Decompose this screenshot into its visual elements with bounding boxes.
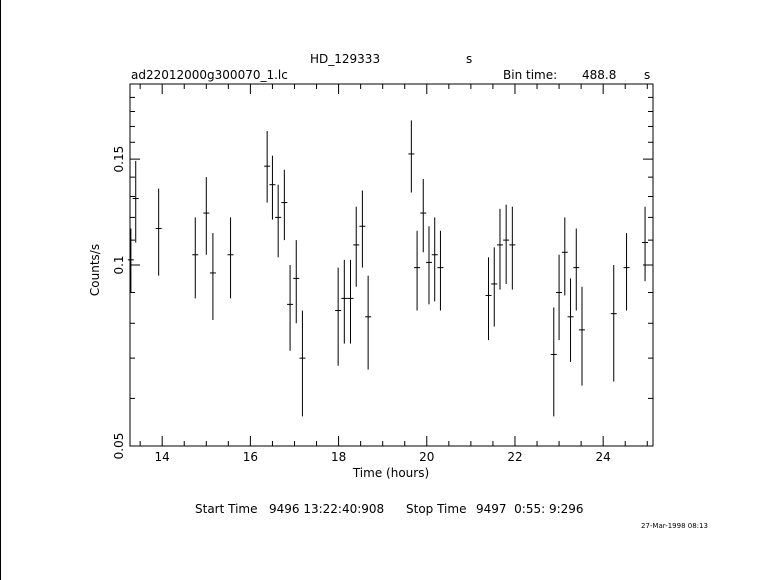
data-point <box>503 205 509 284</box>
data-point <box>203 177 209 255</box>
x-tick-label: 16 <box>242 450 259 464</box>
bin-time-value: 488.8 <box>582 68 617 82</box>
data-point <box>611 265 617 382</box>
plot-date-stamp: 27-Mar-1998 08:13 <box>641 522 708 530</box>
data-point <box>133 161 139 243</box>
data-point <box>359 191 365 268</box>
data-point <box>365 276 371 370</box>
data-point <box>347 260 353 344</box>
stop-time-value: 9497 0:55: 9:296 <box>476 502 584 516</box>
x-tick-label: 18 <box>330 450 347 464</box>
start-time-label: Start Time <box>195 502 258 516</box>
x-tick-label: 20 <box>419 450 435 464</box>
data-point <box>551 307 557 416</box>
data-point <box>293 240 299 323</box>
data-point <box>156 189 162 276</box>
data-point <box>573 229 579 311</box>
data-point <box>281 170 287 240</box>
object-name: HD_129333 <box>310 52 381 66</box>
lightcurve-filename: ad22012000g300070_1.lc <box>131 68 288 82</box>
data-point <box>432 217 438 301</box>
data-point <box>562 217 568 295</box>
axis-tick-labels <box>112 146 611 464</box>
y-tick-label: 0.05 <box>112 432 126 460</box>
data-point <box>210 233 216 320</box>
data-point <box>269 156 275 220</box>
data-point <box>408 120 414 192</box>
data-point <box>275 185 281 258</box>
x-tick-label: 22 <box>507 450 523 464</box>
data-points <box>128 120 648 416</box>
data-point <box>579 287 585 386</box>
data-point <box>353 207 359 287</box>
data-point <box>426 226 432 304</box>
bin-time-label: Bin time: <box>503 68 558 82</box>
bin-time-unit: s <box>644 68 651 82</box>
y-axis-label: Counts/s <box>88 243 102 297</box>
data-point <box>299 311 305 417</box>
stop-time-label: Stop Time <box>406 502 467 516</box>
data-point <box>568 278 574 362</box>
start-time-value: 9496 13:22:40:908 <box>269 502 385 516</box>
data-point <box>509 207 515 290</box>
data-point <box>192 217 198 298</box>
axis-ticks <box>130 84 653 446</box>
x-tick-label: 24 <box>595 450 611 464</box>
data-point <box>264 131 270 202</box>
data-point <box>437 231 443 311</box>
y-tick-label: 0.15 <box>112 145 126 173</box>
data-point <box>128 229 134 293</box>
data-point <box>335 268 341 366</box>
y-tick-label: 0.1 <box>112 255 126 275</box>
plot-frame <box>130 84 653 446</box>
data-point <box>486 257 492 340</box>
object-unit-label: s <box>466 52 473 66</box>
data-point <box>341 260 347 344</box>
data-point <box>491 247 497 326</box>
data-point <box>624 233 630 310</box>
data-point <box>420 179 426 252</box>
x-tick-label: 14 <box>154 450 170 464</box>
data-point <box>497 209 503 290</box>
data-point <box>228 217 234 298</box>
data-point <box>414 231 420 311</box>
data-point <box>287 265 293 351</box>
data-point <box>556 255 562 340</box>
x-axis-label: Time (hours) <box>352 466 430 480</box>
data-point <box>642 207 648 281</box>
